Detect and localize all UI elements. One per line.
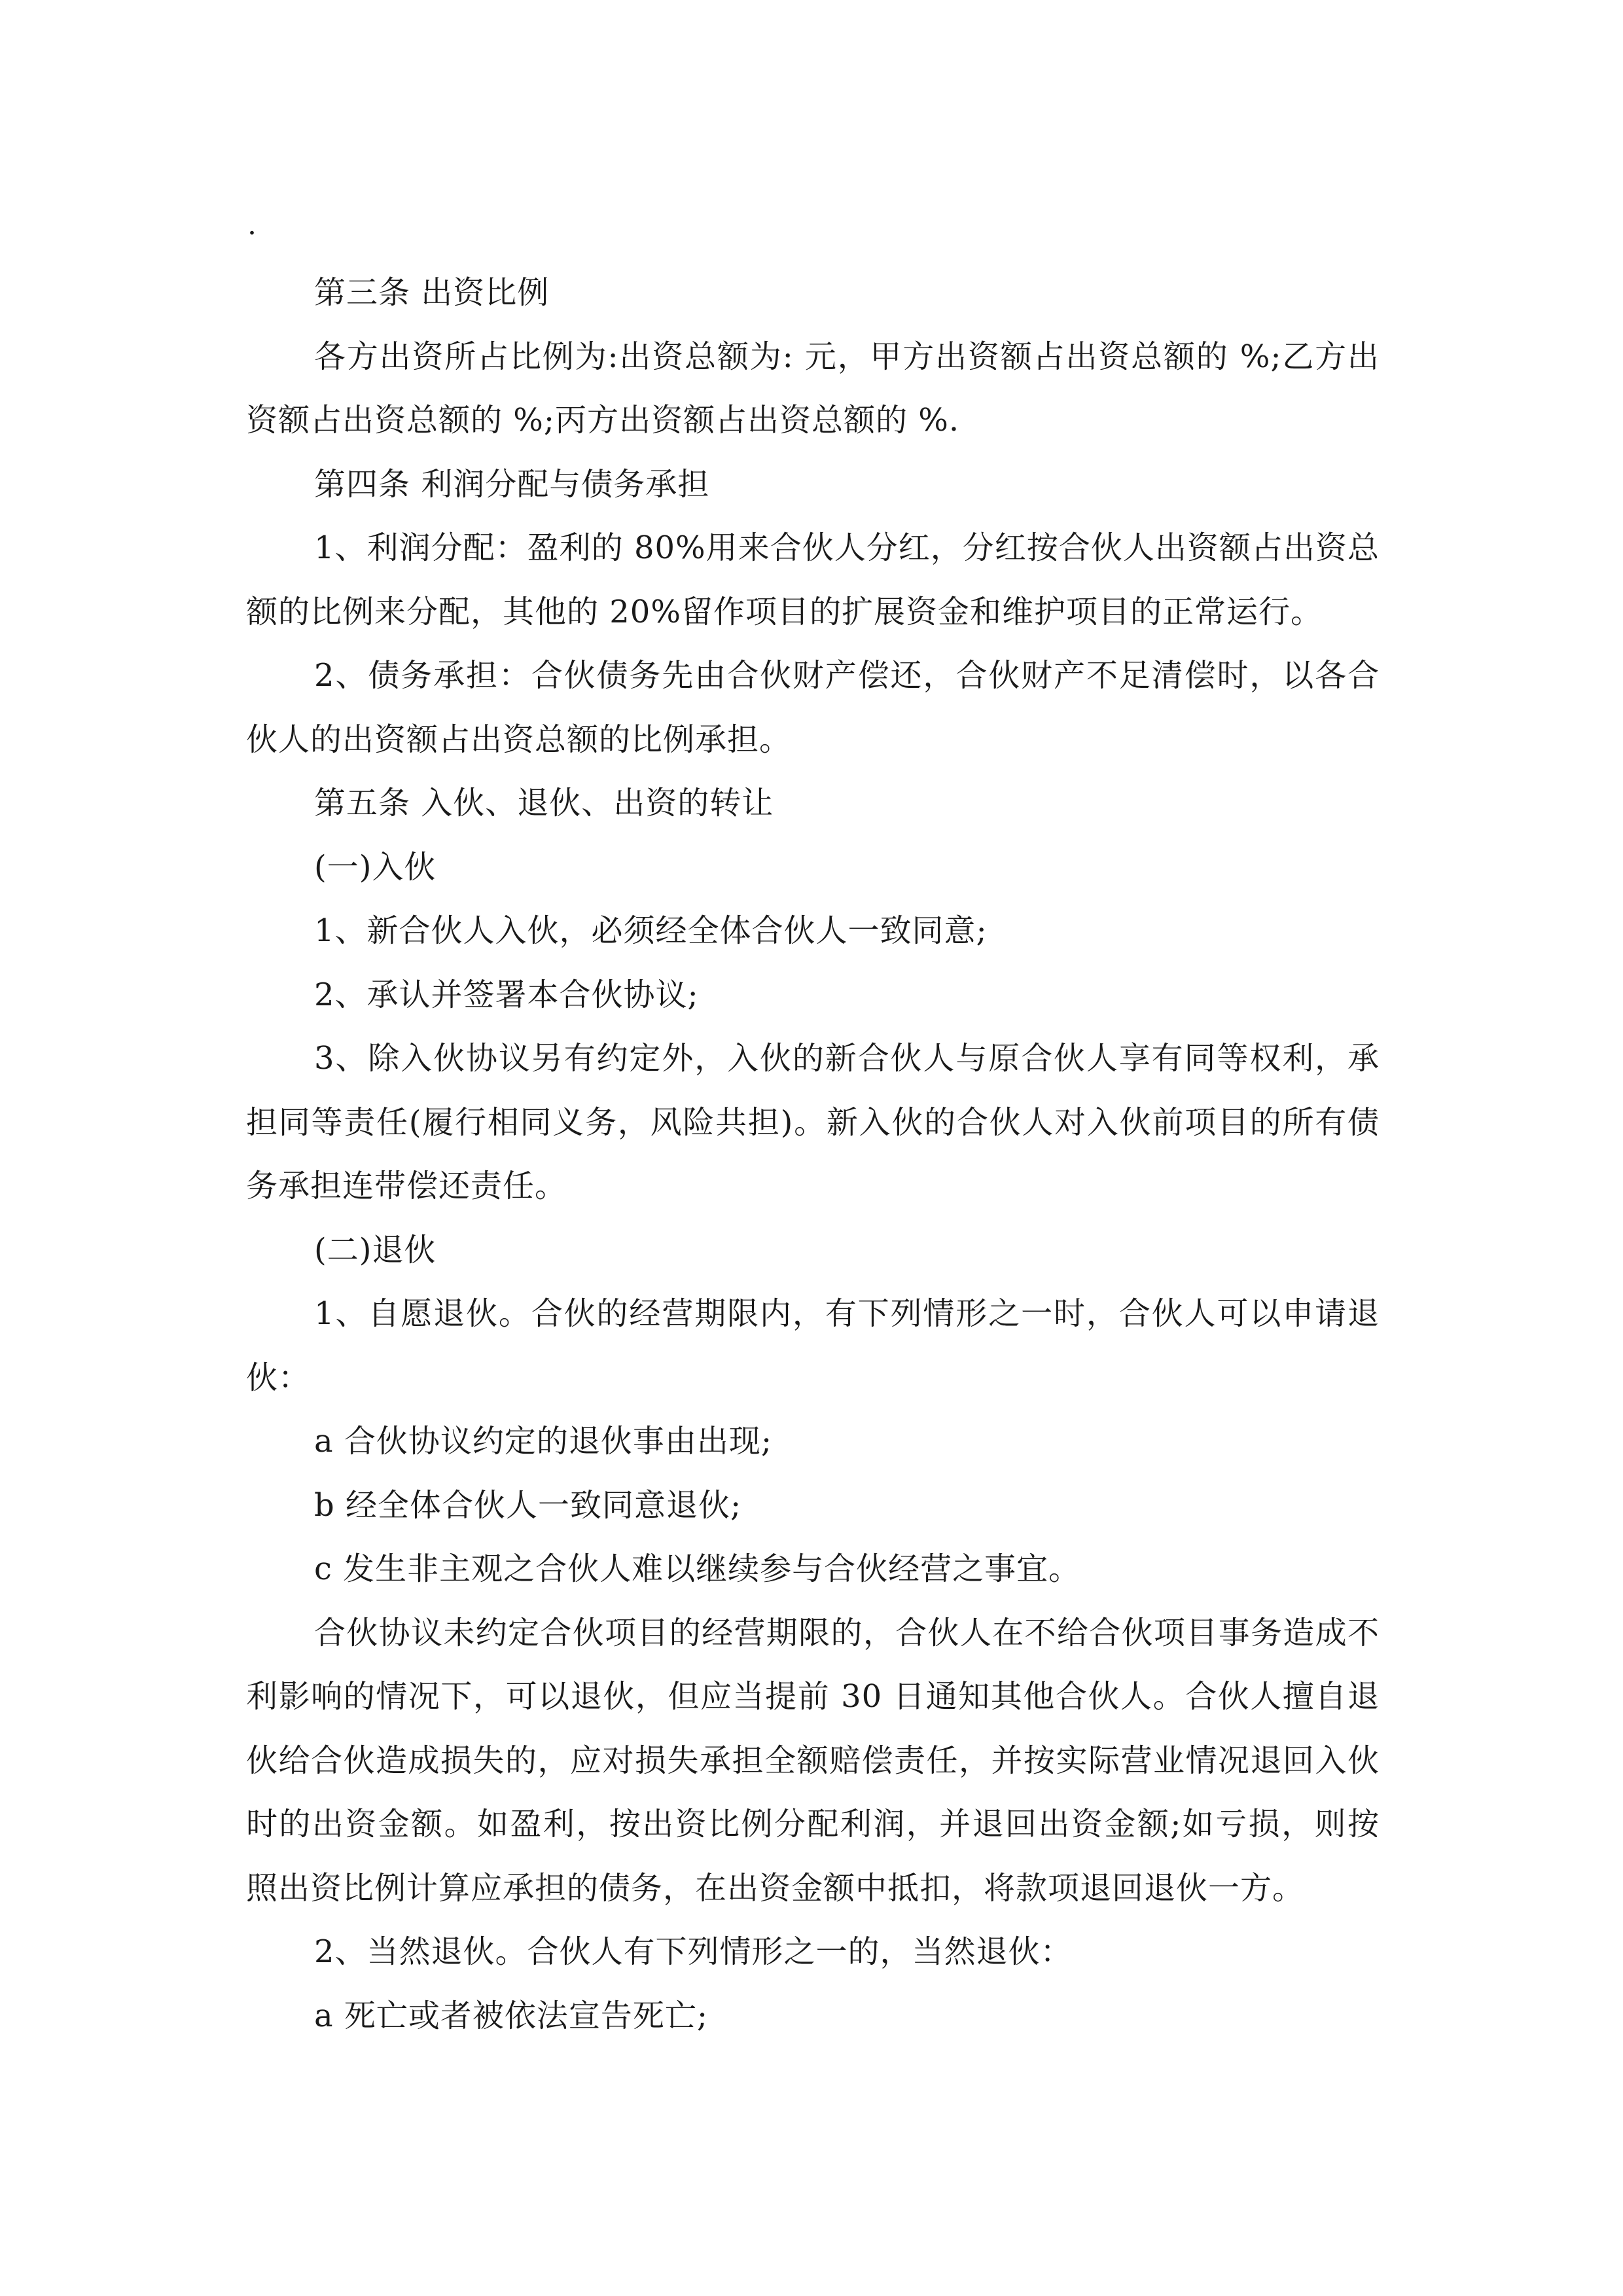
article-5-heading: 第五条 入伙、退伙、出资的转让 [314,785,774,821]
list-item-join-2: 2、承认并签署本合伙协议; [314,976,699,1013]
list-item-join-3: 3、除入伙协议另有约定外，入伙的新合伙人与原合伙人享有同等权利，承担同等责任(履行相同义务，风险共担)。新入伙的合伙人对入伙前项目的所有债务承担连带偿还责任。 [246,1040,1380,1204]
list-item-join-1: 1、新合伙人入伙，必须经全体合伙人一致同意; [314,912,988,949]
section-join-heading: (一)入伙 [314,848,437,886]
list-item-automatic-a: a 死亡或者被依法宣告死亡; [314,1997,709,2034]
section-withdraw-heading: (二)退伙 [314,1231,437,1268]
article-4-heading: 第四条 利润分配与债务承担 [314,465,710,503]
list-item-automatic-withdrawal: 2、当然退伙。合伙人有下列情形之一的，当然退伙： [314,1933,1073,1970]
paragraph-profit-distribution: 1、利润分配：盈利的 80%用来合伙人分红，分红按合伙人出资额占出资总额的比例来分配，其他的 20%留作项目的扩展资金和维护项目的正常运行。 [246,529,1380,630]
paragraph-unspecified-term: 合伙协议未约定合伙项目的经营期限的，合伙人在不给合伙项目事务造成不利影响的情况下，可以退伙，但应当提前 30 日通知其他合伙人。合伙人擅自退伙给合伙造成损失的，应对损失承担全额赔偿责任，并按实际营业情况退回入伙时的出资金额。如盈利，按出资比例分配利润，并退回出资金额;如亏损，则按照出资比例计算应承担的债务，在出资金额中抵扣，将款项退回退伙一方。 [246,1614,1380,1907]
list-item-withdraw-c: c 发生非主观之合伙人难以继续参与合伙经营之事宜。 [314,1551,1081,1587]
paragraph-contribution-ratio: 各方出资所占比例为:出资总额为: 元，甲方出资额占出资总额的 %;乙方出资额占出资总额的 %;丙方出资额占出资总额的 %. [246,338,1380,439]
article-3-heading: 第三条 出资比例 [314,274,550,311]
document-body [246,261,1380,2048]
list-item-withdraw-b: b 经全体合伙人一致同意退伙; [314,1486,742,1524]
list-item-voluntary-withdrawal: 1、自愿退伙。合伙的经营期限内，有下列情形之一时，合伙人可以申请退伙： [246,1295,1380,1396]
list-item-withdraw-a: a 合伙协议约定的退伙事由出现; [314,1423,773,1460]
paragraph-debt-bearing: 2、债务承担：合伙债务先由合伙财产偿还，合伙财产不足清偿时，以各合伙人的出资额占出资总额的比例承担。 [246,657,1380,758]
top-mark: . [247,208,257,242]
